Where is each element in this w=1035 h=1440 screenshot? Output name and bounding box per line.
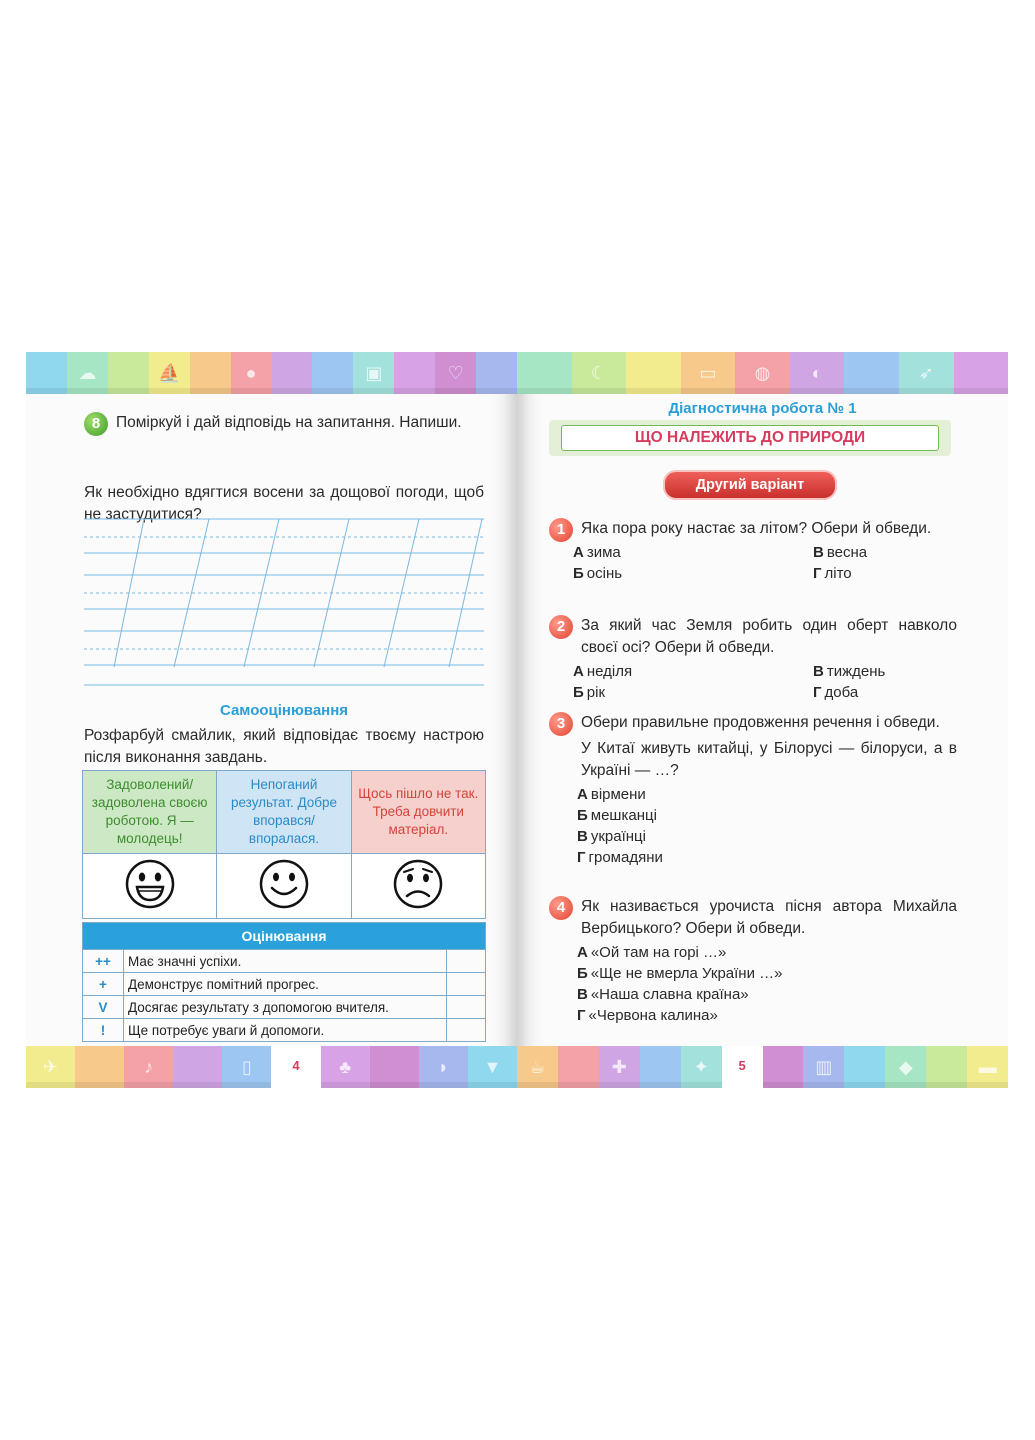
bottom-color-strip <box>26 1046 517 1088</box>
answer-option[interactable]: Г громадяни <box>577 849 663 866</box>
diagnostic-title: Діагностична робота № 1 <box>668 400 857 417</box>
color-tile <box>926 1046 967 1088</box>
color-tile <box>599 1046 640 1088</box>
grading-symbol: + <box>83 973 124 996</box>
color-tile <box>108 352 149 394</box>
puzzle-icon: ✚ <box>611 1057 627 1077</box>
task-instruction: Поміркуй і дай відповідь на запитання. Напиши. <box>116 414 462 431</box>
answer-option[interactable]: В «Наша славна країна» <box>577 986 749 1003</box>
color-tile <box>272 352 313 394</box>
sailboat-icon: ⛵ <box>158 363 181 383</box>
triangle-icon: ▼ <box>483 1057 502 1077</box>
color-tile <box>370 1046 419 1088</box>
building-icon: ▥ <box>815 1057 833 1077</box>
answer-option[interactable]: Б «Ще не вмерла України …» <box>577 965 783 982</box>
sad-face-cell[interactable] <box>351 854 485 919</box>
color-tile <box>885 1046 926 1088</box>
topic-banner <box>549 420 951 456</box>
task-question: Як необхідно вдягтися восени за дощової погоди, щоб не застудитися? <box>84 484 484 523</box>
question-4 <box>549 896 957 1026</box>
question-1 <box>549 518 957 584</box>
tablet-icon: ▯ <box>241 1057 252 1077</box>
color-tile <box>75 1046 124 1088</box>
smiley-caption-good: Задоволений/ задоволена своєю роботою. Я — молодець! <box>83 771 217 854</box>
question-text: Обери правильне продовження речення і обведи. <box>581 714 940 731</box>
color-tile <box>312 352 353 394</box>
laughing-face-icon[interactable] <box>124 858 176 910</box>
answer-option[interactable]: В тиждень <box>813 663 886 680</box>
heart-icon: ♡ <box>447 363 464 383</box>
answer-option[interactable]: А неділя <box>573 663 633 680</box>
color-tile <box>572 352 627 394</box>
grading-symbol: ! <box>83 1019 124 1042</box>
color-tile <box>681 1046 722 1088</box>
color-tile <box>558 1046 599 1088</box>
answer-options <box>549 942 957 1026</box>
grading-description: Досягає результату з допомогою вчителя. <box>124 996 447 1019</box>
grading-checkbox-cell[interactable] <box>447 973 486 996</box>
self-assessment-text: Розфарбуй смайлик, який відповідає твоєму настрою після виконання завдань. <box>84 727 484 766</box>
color-tile <box>626 352 681 394</box>
car-icon: ▬ <box>978 1057 997 1077</box>
smiley-caption-ok: Непоганий результат. Добре впорався/ впоралася. <box>217 771 351 854</box>
smiling-face-cell[interactable] <box>217 854 351 919</box>
color-tile <box>517 1046 558 1088</box>
smiley-caption-bad: Щось пішло не так. Треба довчити матеріал. <box>351 771 485 854</box>
answer-option[interactable]: Г літо <box>813 565 852 582</box>
drop-icon: ◆ <box>898 1057 913 1077</box>
color-tile <box>190 352 231 394</box>
color-tile <box>419 1046 468 1088</box>
question-3 <box>549 712 957 868</box>
grading-row <box>83 973 486 996</box>
bulb-icon: ✦ <box>693 1057 709 1077</box>
answer-option[interactable]: В весна <box>813 544 868 561</box>
palette-icon: ◐ <box>811 363 823 383</box>
topic-banner-text: ЩО НАЛЕЖИТЬ ДО ПРИРОДИ <box>561 425 939 451</box>
top-color-strip <box>517 352 1008 394</box>
color-tile <box>435 352 476 394</box>
globe-icon: ◍ <box>754 363 771 383</box>
page-number: 4 <box>292 1058 300 1073</box>
color-tile <box>640 1046 681 1088</box>
plane-icon: ✈ <box>43 1057 59 1077</box>
color-tile <box>26 352 67 394</box>
color-tile <box>735 352 790 394</box>
color-tile <box>124 1046 173 1088</box>
variant-label: Другий варіант <box>663 470 837 500</box>
page-number: 5 <box>738 1058 746 1073</box>
rocket-icon: ➶ <box>918 363 934 383</box>
question-number-badge: 4 <box>549 896 573 920</box>
briefcase-icon: ▣ <box>365 363 383 383</box>
color-tile <box>231 352 272 394</box>
grading-row <box>83 950 486 973</box>
laughing-face-cell[interactable] <box>83 854 217 919</box>
color-tile <box>26 1046 75 1088</box>
grading-symbol: V <box>83 996 124 1019</box>
color-tile <box>149 352 190 394</box>
bottom-color-strip <box>517 1046 1008 1088</box>
answer-options <box>549 784 957 868</box>
answer-option[interactable]: В українці <box>577 828 646 845</box>
color-tile <box>173 1046 222 1088</box>
answer-option[interactable]: А «Ой там на горі …» <box>577 944 727 961</box>
color-tile <box>321 1046 370 1088</box>
answer-option[interactable]: А зима <box>573 544 621 561</box>
moon-icon: ☾ <box>590 363 607 383</box>
color-tile <box>67 352 108 394</box>
question-text: Як називається урочиста пісня автора Михайла Вербицького? Обери й обведи. <box>581 898 957 937</box>
cup-icon: ☕ <box>529 1057 546 1077</box>
color-tile <box>803 1046 844 1088</box>
color-tile <box>468 1046 517 1088</box>
answer-option[interactable]: Б рік <box>573 684 606 701</box>
cloud-icon: ☁ <box>78 363 97 383</box>
question-number-badge: 2 <box>549 615 573 639</box>
top-color-strip <box>26 352 517 394</box>
page-number-tile <box>271 1046 320 1088</box>
grading-description: Має значні успіхи. <box>124 950 447 973</box>
grading-row <box>83 1019 486 1042</box>
color-tile <box>476 352 517 394</box>
music-note-icon: ♪ <box>144 1057 154 1077</box>
color-tile <box>844 352 899 394</box>
answer-option[interactable]: Г доба <box>813 684 859 701</box>
grading-description: Демонструє помітний прогрес. <box>124 973 447 996</box>
question-text: За який час Земля робить один оберт навколо своєї осі? Обери й обведи. <box>581 617 957 656</box>
writing-lines[interactable] <box>84 517 484 687</box>
color-tile <box>353 352 394 394</box>
color-tile <box>790 352 845 394</box>
color-tile <box>394 352 435 394</box>
color-tile <box>517 352 572 394</box>
color-tile <box>763 1046 804 1088</box>
question-number-badge: 1 <box>549 518 573 542</box>
question-number-badge: 3 <box>549 712 573 736</box>
self-assessment-title: Самооцінювання <box>219 702 349 719</box>
color-tile <box>967 1046 1008 1088</box>
smiling-face-icon[interactable] <box>258 858 310 910</box>
color-tile <box>222 1046 271 1088</box>
answer-options <box>549 542 957 584</box>
grading-checkbox-cell[interactable] <box>447 1019 486 1042</box>
question-2 <box>549 615 957 703</box>
answer-option[interactable]: Б мешканці <box>577 807 657 824</box>
grading-table <box>82 922 486 1042</box>
open-workbook <box>26 352 1008 1088</box>
answer-option[interactable]: А вірмени <box>577 786 646 803</box>
apple-icon: ● <box>245 363 257 383</box>
color-tile <box>899 352 954 394</box>
answer-option[interactable]: Г «Червона калина» <box>577 1007 718 1024</box>
left-page <box>26 352 517 1088</box>
color-tile <box>844 1046 885 1088</box>
page-number-tile <box>722 1046 763 1088</box>
answer-options <box>549 661 957 703</box>
grading-title: Оцінювання <box>83 923 486 950</box>
grading-symbol: ++ <box>83 950 124 973</box>
sad-face-icon[interactable] <box>392 858 444 910</box>
grading-row <box>83 996 486 1019</box>
laptop-icon: ▭ <box>699 363 717 383</box>
smiley-table <box>82 770 486 919</box>
grading-checkbox-cell[interactable] <box>447 996 486 1019</box>
question-text: Яка пора року настає за літом? Обери й обведи. <box>581 520 932 537</box>
grading-checkbox-cell[interactable] <box>447 950 486 973</box>
question-sentence: У Китаї живуть китайці, у Білорусі — білоруси, а в Україні — …? <box>581 740 957 779</box>
color-tile <box>954 352 1009 394</box>
grading-description: Ще потребує уваги й допомоги. <box>124 1019 447 1042</box>
color-tile <box>681 352 736 394</box>
task-8 <box>84 412 484 434</box>
fish-icon: ◗ <box>437 1057 449 1077</box>
plant-icon: ♣ <box>339 1057 352 1077</box>
answer-option[interactable]: Б осінь <box>573 565 623 582</box>
right-page <box>517 352 1008 1088</box>
task-number-badge: 8 <box>84 412 108 436</box>
